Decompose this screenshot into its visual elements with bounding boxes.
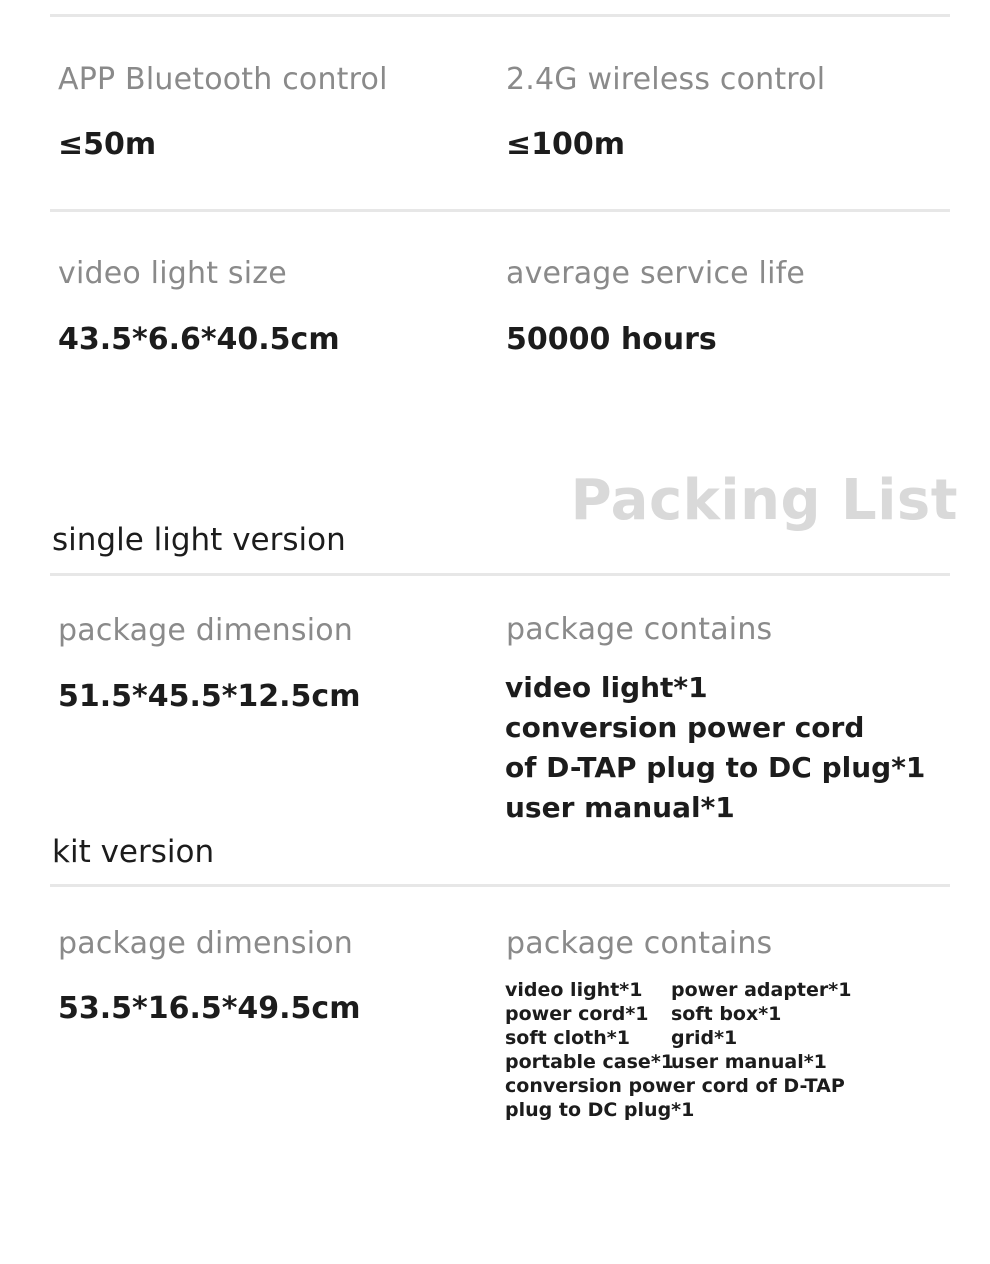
contains-item: conversion power cord [505, 711, 865, 744]
spec-label-bluetooth: APP Bluetooth control [58, 62, 388, 97]
kit-contains-label: package contains [506, 926, 773, 961]
contains-item: plug to DC plug*1 [505, 1099, 695, 1121]
list-item [505, 1074, 925, 1098]
packing-list-title: Packing List [570, 468, 958, 533]
contains-item: grid*1 [671, 1027, 738, 1049]
spec-label-wireless: 2.4G wireless control [506, 62, 826, 97]
list-item [505, 978, 925, 1002]
contains-item: video light*1 [505, 979, 643, 1001]
contains-item: user manual*1 [671, 1051, 827, 1073]
contains-item: conversion power cord of D-TAP [505, 1075, 845, 1097]
divider [50, 884, 950, 887]
contains-item: power cord*1 [505, 1003, 649, 1025]
single-contains-list [505, 668, 925, 828]
spec-value-bluetooth: ≤50m [58, 127, 157, 162]
kit-version-title: kit version [52, 834, 215, 870]
kit-contains-list [505, 978, 925, 1122]
spec-label-size: video light size [58, 256, 287, 291]
contains-item: user manual*1 [505, 791, 735, 824]
contains-item: soft cloth*1 [505, 1027, 630, 1049]
single-contains-label: package contains [506, 612, 773, 647]
list-item [505, 1050, 925, 1074]
contains-item: of D-TAP plug to DC plug*1 [505, 751, 926, 784]
kit-dimension-value: 53.5*16.5*49.5cm [58, 991, 361, 1026]
contains-item: portable case*1 [505, 1051, 674, 1073]
spec-label-service-life: average service life [506, 256, 806, 291]
divider [50, 573, 950, 576]
divider [50, 209, 950, 212]
list-item [505, 1098, 925, 1122]
contains-item: power adapter*1 [671, 979, 852, 1001]
list-item [505, 1002, 925, 1026]
list-item [505, 1026, 925, 1050]
single-dimension-value: 51.5*45.5*12.5cm [58, 679, 361, 714]
single-version-title: single light version [52, 522, 346, 558]
spec-value-service-life: 50000 hours [506, 322, 717, 357]
divider [50, 14, 950, 17]
kit-dimension-label: package dimension [58, 926, 353, 961]
contains-item: soft box*1 [671, 1003, 782, 1025]
spec-value-wireless: ≤100m [506, 127, 626, 162]
spec-value-size: 43.5*6.6*40.5cm [58, 322, 340, 357]
contains-item: video light*1 [505, 671, 708, 704]
single-dimension-label: package dimension [58, 613, 353, 648]
